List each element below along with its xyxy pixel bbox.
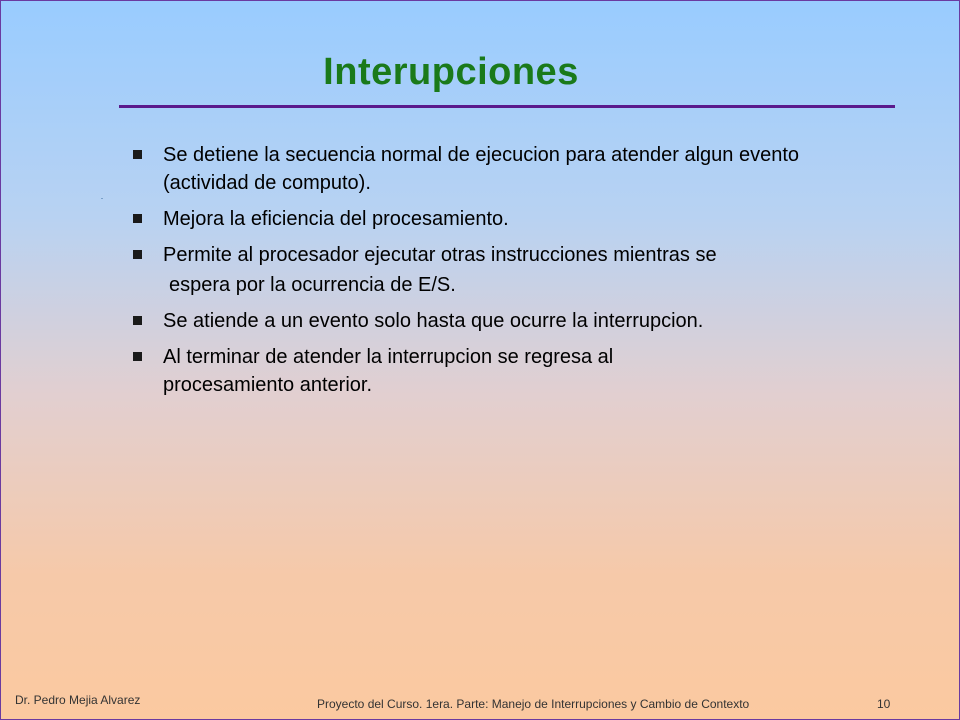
title-divider — [119, 105, 895, 108]
square-bullet-icon — [133, 214, 142, 223]
bullet-text-3-continued: espera por la ocurrencia de E/S. — [169, 274, 456, 296]
slide-title: Interupciones — [323, 51, 579, 93]
footer-course: Proyecto del Curso. 1era. Parte: Manejo de Interrupciones y Cambio de Contexto — [317, 697, 750, 711]
bullet-item-3 — [133, 241, 873, 269]
footer-author: Dr. Pedro Mejia Alvarez — [15, 693, 141, 707]
bullet-text-1: Se detiene la secuencia normal de ejecucion para atender algun evento (actividad de computo). — [163, 144, 799, 194]
bullet-item-5 — [133, 343, 743, 399]
bullet-continuation — [133, 271, 873, 299]
bullet-list — [133, 141, 873, 407]
square-bullet-icon — [133, 316, 142, 325]
bullet-text-4: Se atiende a un evento solo hasta que ocurre la interrupcion. — [163, 310, 704, 332]
square-bullet-icon — [133, 250, 142, 259]
bullet-item-4 — [133, 307, 873, 335]
bullet-text-3: Permite al procesador ejecutar otras instrucciones mientras se — [163, 244, 717, 266]
bullet-text-2: Mejora la eficiencia del procesamiento. — [163, 208, 509, 230]
bullet-item-1 — [133, 141, 803, 197]
square-bullet-icon — [133, 150, 142, 159]
bullet-item-2 — [133, 205, 873, 233]
footer-page-number: 10 — [877, 697, 891, 711]
bullet-text-5: Al terminar de atender la interrupcion se regresa al procesamiento anterior. — [163, 346, 614, 396]
square-bullet-icon — [133, 352, 142, 361]
stray-dot — [101, 198, 103, 199]
